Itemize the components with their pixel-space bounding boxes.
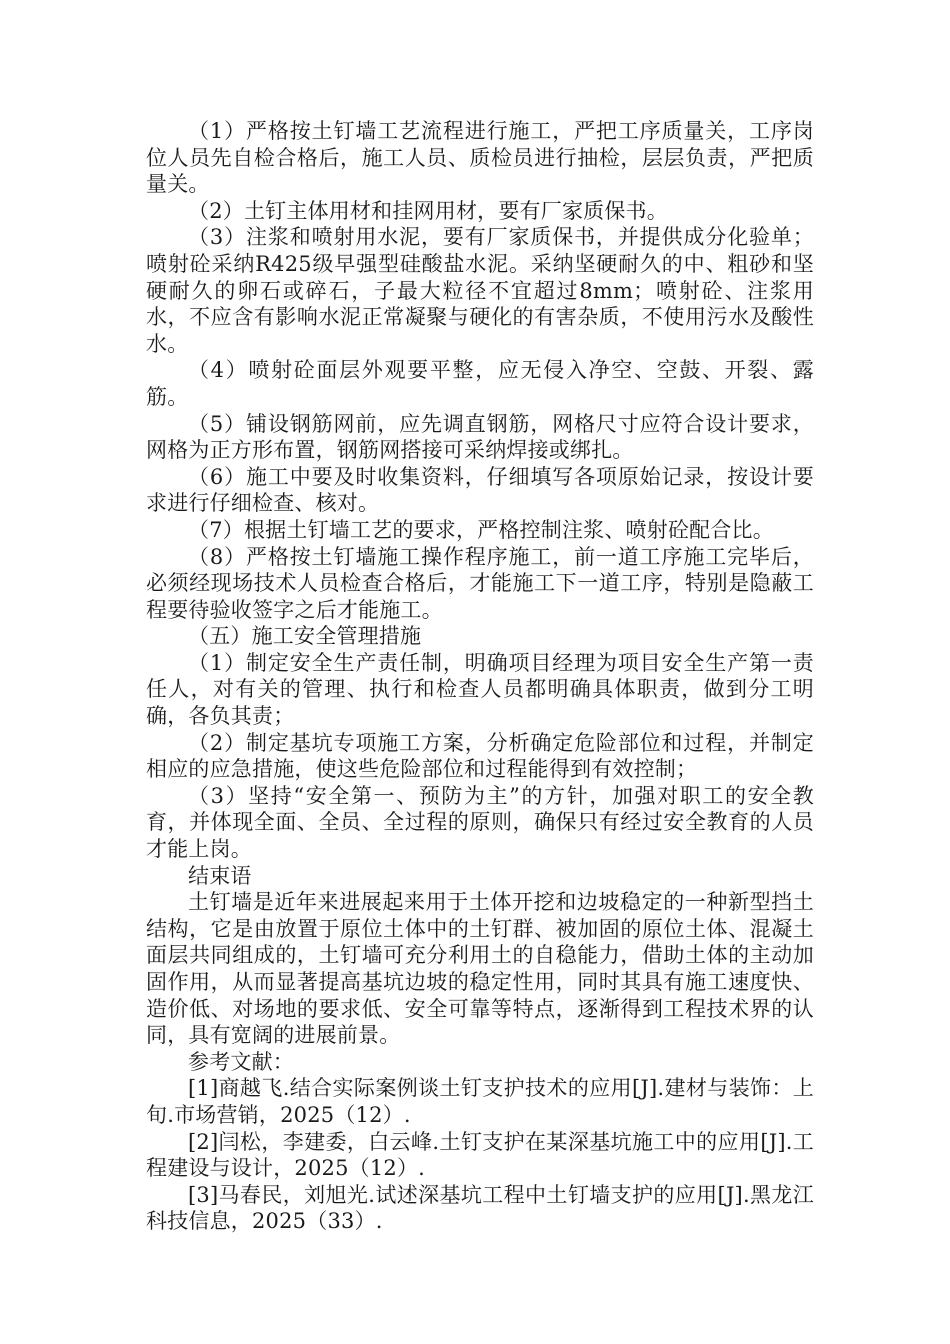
paragraph-quality-8: （8）严格按土钉墙施工操作程序施工，前一道工序施工完毕后，必须经现场技术人员检查合格后，才能施工下一道工序，特别是隐蔽工程要待验收签字之后才能施工。 <box>146 544 814 622</box>
section-heading-safety: （五）施工安全管理措施 <box>188 624 422 649</box>
paragraph-quality-5: （5）铺设钢筋网前，应先调直钢筋，网格尺寸应符合设计要求，网格为正方形布置，钢筋网搭接可采纳焊接或绑扎。 <box>146 411 814 463</box>
document-body <box>146 118 814 1235</box>
section-heading-conclusion: 结束语 <box>188 863 252 888</box>
paragraph-quality-7: （7）根据土钉墙工艺的要求，严格控制注浆、喷射砼配合比。 <box>188 517 774 542</box>
reference-item-2: [2]闫松，李建委，白云峰.土钉支护在某深基坑施工中的应用[J].工程建设与设计，2025（12）. <box>146 1129 814 1181</box>
paragraph-quality-6: （6）施工中要及时收集资料，仔细填写各项原始记录，按设计要求进行仔细检查、核对。 <box>146 464 814 516</box>
paragraph-safety-3: （3）坚持“安全第一、预防为主”的方针，加强对职工的安全教育，并体现全面、全员、全过程的原则，确保只有经过安全教育的人员才能上岗。 <box>146 783 814 862</box>
section-heading-references: 参考文献： <box>188 1049 294 1074</box>
reference-item-3: [3]马春民，刘旭光.试述深基坑工程中土钉墙支护的应用[J].黑龙江科技信息，2025（33）. <box>146 1182 814 1234</box>
paragraph-safety-1: （1）制定安全生产责任制，明确项目经理为项目安全生产第一责任人，对有关的管理、执行和检查人员都明确具体职责，做到分工明确，各负其责； <box>146 650 814 729</box>
paragraph-safety-2: （2）制定基坑专项施工方案，分析确定危险部位和过程，并制定相应的应急措施，使这些危险部位和过程能得到有效控制； <box>146 730 814 782</box>
paragraph-quality-1: （1）严格按土钉墙工艺流程进行施工，严把工序质量关，工序岗位人员先自检合格后，施工人员、质检员进行抽检，层层负责，严把质量关。 <box>146 119 814 197</box>
paragraph-quality-3: （3）注浆和喷射用水泥，要有厂家质保书，并提供成分化验单；喷射砼采纳R425级早强型硅酸盐水泥。采纳坚硬耐久的中、粗砂和坚硬耐久的卵石或碎石，子最大粒径不宜超过8mm；喷射砼、注浆用水，不应含有影响水泥正常凝聚与硬化的有害杂质，不使用污水及酸性水。 <box>146 225 814 356</box>
paragraph-quality-2: （2）土钉主体用材和挂网用材，要有厂家质保书。 <box>188 198 668 223</box>
paragraph-quality-4: （4）喷射砼面层外观要平整，应无侵入净空、空鼓、开裂、露筋。 <box>146 358 814 409</box>
reference-item-1: [1]商越飞.结合实际案例谈土钉支护技术的应用[J].建材与装饰：上旬.市场营销，2025（12）. <box>146 1076 814 1127</box>
paragraph-conclusion: 土钉墙是近年来进展起来用于土体开挖和边坡稳定的一种新型挡土结构，它是由放置于原位土体中的土钉群、被加固的原位土体、混凝土面层共同组成的，土钉墙可充分利用土的自稳能力，借助土体的主动加固作用，从而显著提高基坑边坡的稳定性用，同时其具有施工速度快、造价低、对场地的要求低、安全可靠等特点，逐渐得到工程技术界的认同，具有宽阔的进展前景。 <box>146 890 814 1048</box>
